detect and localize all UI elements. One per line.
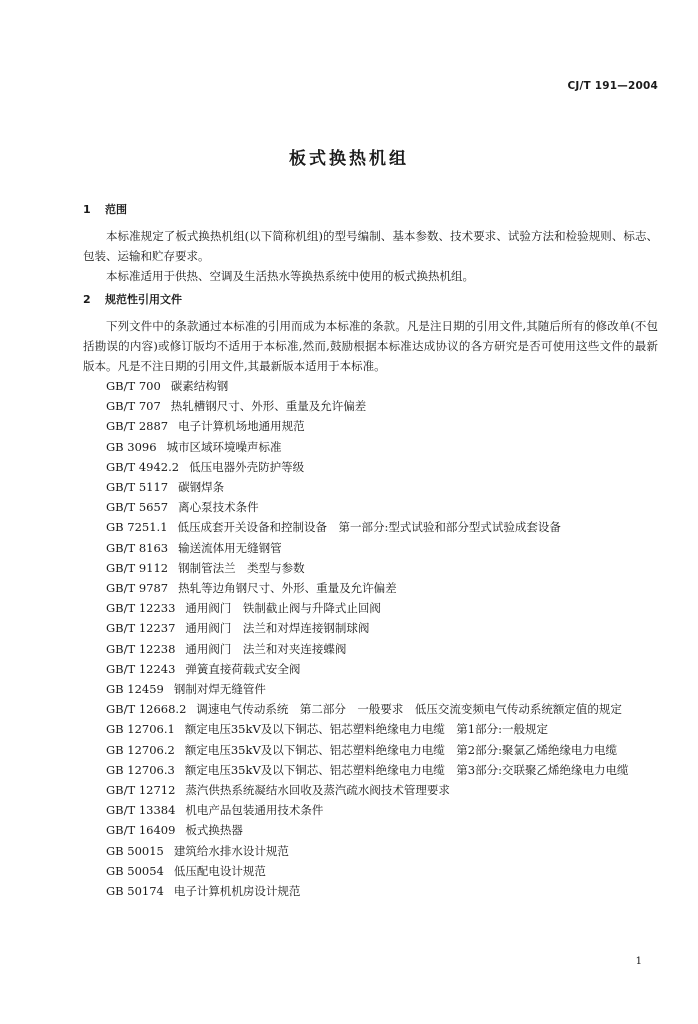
reference-title: 蒸汽供热系统凝结水回收及蒸汽疏水阀技术管理要求	[185, 783, 450, 798]
reference-code: GB/T 12712	[106, 783, 176, 798]
reference-title: 低压成套开关设备和控制设备 第一部分:型式试验和部分型式试验成套设备	[177, 520, 561, 535]
reference-code: GB 12706.3	[106, 762, 175, 777]
reference-title: 板式换热器	[185, 823, 243, 838]
reference-title: 额定电压35kV及以下铜芯、铝芯塑料绝缘电力电缆 第1部分:一般规定	[184, 722, 548, 737]
reference-item	[83, 416, 658, 436]
reference-code: GB/T 12243	[106, 661, 176, 676]
section-title: 规范性引用文件	[105, 293, 182, 306]
section-number: 1	[83, 203, 91, 216]
reference-code: GB 50015	[106, 843, 164, 858]
section-heading	[83, 200, 658, 220]
reference-code: GB/T 12238	[106, 641, 176, 656]
reference-title: 输送流体用无缝钢管	[178, 540, 282, 555]
reference-item	[83, 396, 658, 416]
reference-item	[83, 578, 658, 598]
reference-title: 电子计算机机房设计规范	[173, 884, 301, 899]
reference-item	[83, 659, 658, 679]
document-body	[83, 200, 658, 901]
reference-title: 低压电器外壳防护等级	[189, 459, 305, 474]
reference-title: 建筑给水排水设计规范	[173, 843, 289, 858]
reference-item	[83, 639, 658, 659]
reference-code: GB/T 16409	[106, 823, 176, 838]
reference-item	[83, 376, 658, 396]
section-scope	[83, 200, 658, 286]
reference-code: GB/T 13384	[106, 803, 176, 818]
reference-item	[83, 719, 658, 739]
reference-item	[83, 618, 658, 638]
reference-title: 电子计算机场地通用规范	[178, 419, 305, 434]
section-normative-references	[83, 290, 658, 901]
reference-title: 机电产品包装通用技术条件	[185, 803, 324, 818]
reference-code: GB/T 2887	[106, 419, 169, 434]
reference-item	[83, 457, 658, 477]
reference-title: 钢制对焊无缝管件	[173, 682, 266, 697]
reference-title: 城市区域环境噪声标准	[166, 439, 282, 454]
reference-item	[83, 699, 658, 719]
reference-title: 通用阀门 铁制截止阀与升降式止回阀	[185, 601, 381, 616]
reference-code: GB/T 5117	[106, 480, 169, 495]
reference-code: GB 12459	[106, 682, 164, 697]
section-title: 范围	[105, 203, 127, 216]
reference-code: GB 50054	[106, 863, 164, 878]
reference-code: GB 12706.1	[106, 722, 175, 737]
reference-code: GB/T 9112	[106, 560, 169, 575]
reference-title: 额定电压35kV及以下铜芯、铝芯塑料绝缘电力电缆 第2部分:聚氯乙烯绝缘电力电缆	[184, 742, 617, 757]
reference-item	[83, 861, 658, 881]
page-number: 1	[635, 956, 642, 967]
reference-code: GB/T 707	[106, 399, 161, 414]
paragraph: 本标准适用于供热、空调及生活热水等换热系统中使用的板式换热机组。	[106, 269, 474, 283]
reference-code: GB/T 12237	[106, 621, 176, 636]
reference-title: 额定电压35kV及以下铜芯、铝芯塑料绝缘电力电缆 第3部分:交联聚乙烯绝缘电力电缆	[184, 762, 629, 777]
reference-item	[83, 558, 658, 578]
reference-item	[83, 841, 658, 861]
reference-title: 离心泵技术条件	[178, 500, 259, 515]
reference-title: 调速电气传动系统 第二部分 一般要求 低压交流变频电气传动系统额定值的规定	[196, 702, 622, 717]
reference-code: GB/T 12233	[106, 601, 176, 616]
reference-item	[83, 517, 658, 537]
reference-item	[83, 538, 658, 558]
reference-code: GB/T 12668.2	[106, 702, 187, 717]
reference-list	[83, 376, 658, 901]
reference-code: GB/T 8163	[106, 540, 169, 555]
reference-item	[83, 800, 658, 820]
reference-code: GB/T 700	[106, 379, 161, 393]
reference-code: GB 7251.1	[106, 520, 168, 535]
reference-item	[83, 679, 658, 699]
reference-code: GB 12706.2	[106, 742, 175, 757]
reference-item	[83, 881, 658, 901]
reference-item	[83, 820, 658, 840]
paragraph: 下列文件中的条款通过本标准的引用而成为本标准的条款。凡是注日期的引用文件,其随后所有的修改单(不包括勘误的内容)或修订版均不适用于本标准,然而,鼓励根据本标准达成协议的各方研究是否可使用这些文件的最新版本。凡是不注日期的引用文件,其最新版本适用于本标准。	[83, 319, 658, 373]
reference-item	[83, 477, 658, 497]
reference-title: 热轧等边角钢尺寸、外形、重量及允许偏差	[178, 581, 397, 596]
reference-item	[83, 780, 658, 800]
section-heading	[83, 290, 658, 310]
reference-item	[83, 598, 658, 618]
reference-item	[83, 760, 658, 780]
reference-item	[83, 740, 658, 760]
reference-title: 碳钢焊条	[178, 480, 225, 495]
standard-code: CJ/T 191—2004	[567, 80, 658, 92]
reference-title: 低压配电设计规范	[173, 863, 266, 878]
reference-item	[83, 497, 658, 517]
section-number: 2	[83, 293, 91, 306]
reference-code: GB/T 4942.2	[106, 459, 180, 474]
reference-title: 通用阀门 法兰和对焊连接钢制球阀	[185, 621, 370, 636]
reference-title: 通用阀门 法兰和对夹连接蝶阀	[185, 641, 347, 656]
reference-title: 碳素结构钢	[170, 379, 229, 393]
reference-title: 弹簧直接荷载式安全阀	[185, 661, 301, 676]
paragraph: 本标准规定了板式换热机组(以下简称机组)的型号编制、基本参数、技术要求、试验方法和检验规则、标志、包装、运输和贮存要求。	[83, 229, 658, 263]
reference-item	[83, 437, 658, 457]
reference-title: 钢制管法兰 类型与参数	[178, 560, 305, 575]
reference-code: GB 3096	[106, 439, 157, 454]
reference-code: GB/T 9787	[106, 581, 169, 596]
document-title: 板式换热机组	[289, 149, 409, 169]
reference-title: 热轧槽钢尺寸、外形、重量及允许偏差	[170, 399, 367, 414]
reference-code: GB 50174	[106, 884, 164, 899]
reference-code: GB/T 5657	[106, 500, 169, 515]
